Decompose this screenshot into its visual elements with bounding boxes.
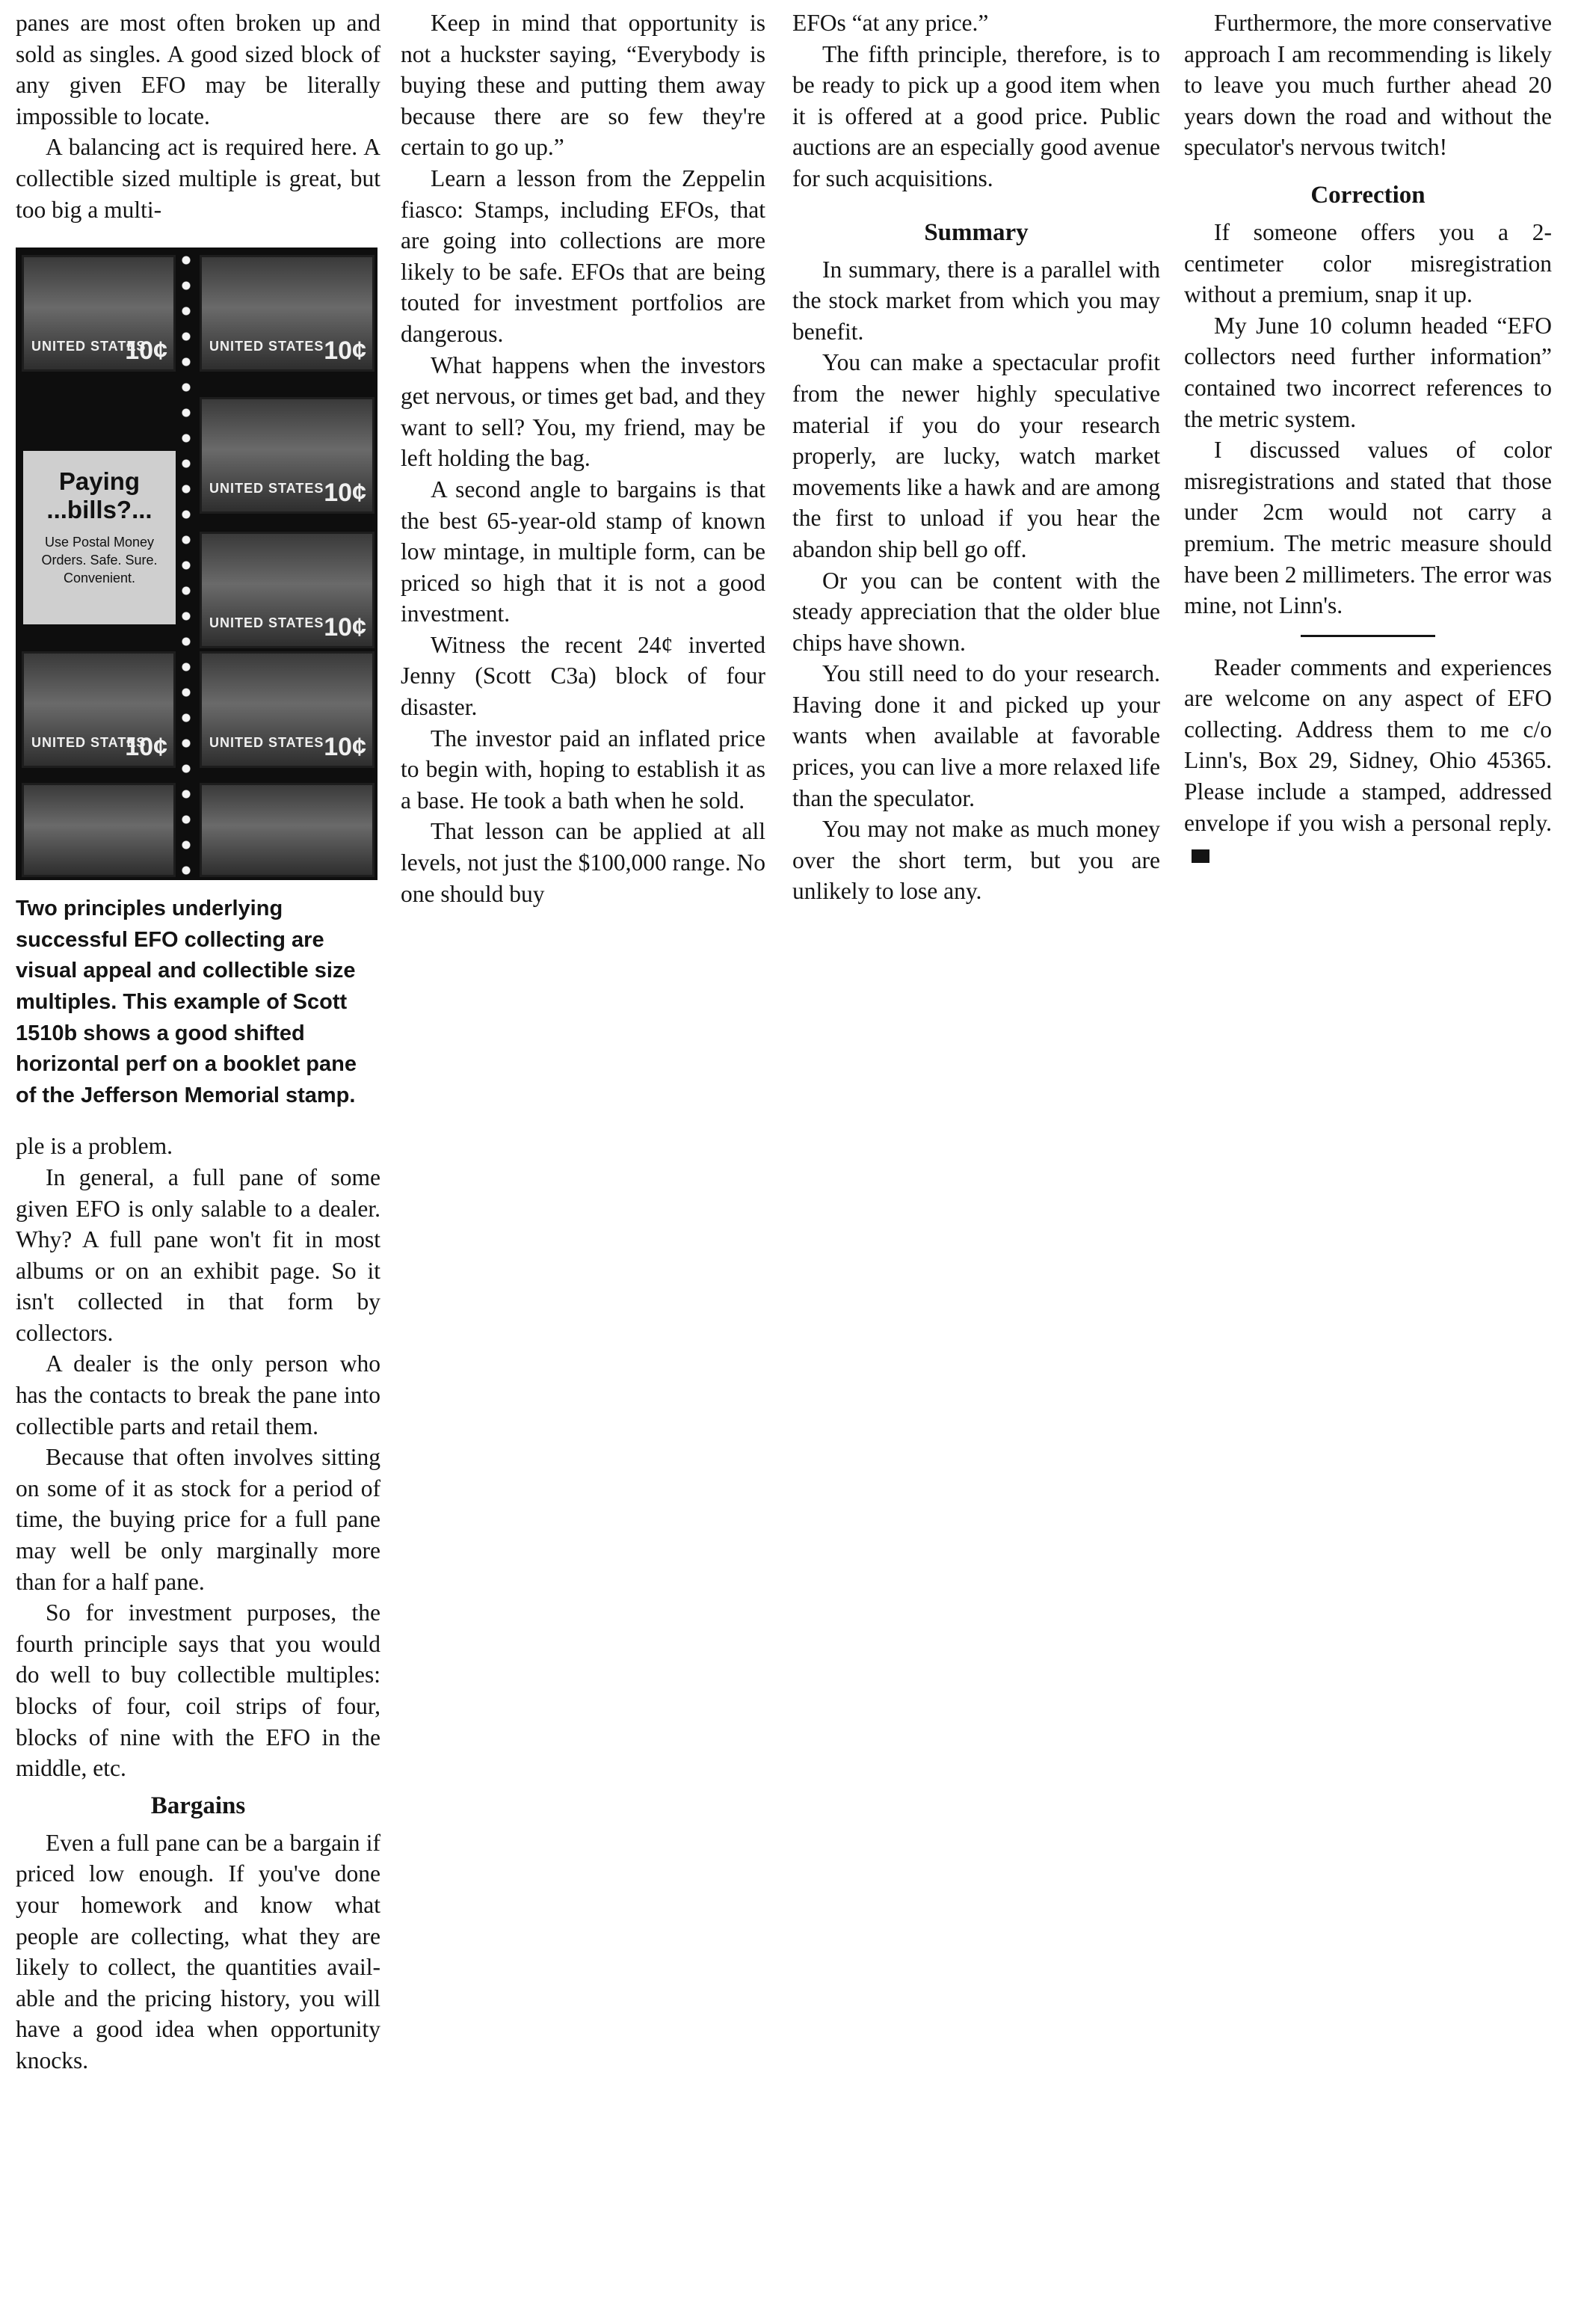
body-paragraph: Learn a lesson from the Zeppelin fiasco: Stamps, including EFOs, that are going into collections are more likely to be safe. EFOs that are being touted for investment portfolios are dangerous.	[401, 165, 765, 347]
stamp-denomination-text: 10¢	[324, 732, 366, 761]
body-paragraph: A second angle to bargains is that the best 65-year-old stamp of known low mintage, in multiple form, can be priced so high that it is not a good investment.	[401, 476, 765, 627]
section-heading-summary: Summary	[924, 218, 1029, 246]
body-paragraph: In summary, there is a parallel with the stock market from which you may benefit.	[792, 256, 1160, 345]
closing-text: Reader comments and experiences are welcome on any aspect of EFO collecting. Address them to me c/o Linn's, Box 29, Sidney, Ohio 45365. Please include a stamped, addressed envelope if you wish a personal reply.	[1184, 654, 1552, 836]
stamp-booklet-pane-photo	[16, 248, 377, 880]
label-tab-text: Use Postal Money Orders. Safe. Sure. Convenient.	[41, 535, 158, 586]
body-paragraph: ple is a problem.	[16, 1133, 173, 1160]
stamp-denomination-text: 10¢	[324, 612, 366, 642]
booklet-label-tab	[23, 451, 176, 624]
body-paragraph: You still need to do your research. Having done it and picked up your wants when available at favorable prices, you can live a more relaxed life than the speculator.	[792, 660, 1160, 811]
body-paragraph: In general, a full pane of some given EFO is only salable to a dealer. Why? A full pane won't fit in most albums or on an exhibit page. So it isn't collected in that form by collectors.	[16, 1163, 380, 1346]
stamp-denomination-text: 10¢	[324, 336, 366, 365]
stamp-image	[22, 651, 176, 768]
body-paragraph: The investor paid an inflated price to begin with, hoping to establish it as a base. He took a bath when he sold.	[401, 725, 765, 814]
body-paragraph: So for investment purposes, the fourth principle says that you would do well to buy collectible multiples: blocks of four, coil strips of four, blocks of nine with the EFO in the middle, etc.	[16, 1599, 380, 1782]
body-paragraph: If someone offers you a 2-centimeter color misregistration without a premium, snap it up.	[1184, 218, 1552, 308]
article-column-1	[16, 7, 380, 2076]
stamp-country-text: UNITED STATES	[209, 338, 324, 354]
section-divider-rule	[1301, 635, 1435, 637]
stamp-country-text: UNITED STATES	[209, 734, 324, 750]
stamp-country-text: UNITED STATES	[31, 734, 147, 750]
stamp-country-text: UNITED STATES	[31, 338, 147, 354]
body-paragraph: Because that often involves sitting on some of it as stock for a period of time, the buying price for a full pane may well be only marginally more than for a half pane.	[16, 1444, 380, 1595]
stamp-image	[200, 783, 375, 877]
photo-caption: Two principles underlying successful EFO collecting are visual appeal and collectible size multiples. This example of Scott 1510b shows a good shifted horizontal perf on a booklet pane of the Jefferson Memorial stamp.	[16, 897, 357, 1107]
body-paragraph: I discussed values of color misregistrations and stated that those under 2cm would not carry a premium. The metric measure should have been 2 millimeters. The error was mine, not Linn's.	[1184, 437, 1552, 619]
body-paragraph: My June 10 column headed “EFO collectors need further information” contained two incorrect references to the metric system.	[1184, 312, 1552, 432]
body-paragraph: Or you can be content with the steady appreciation that the older blue chips have shown.	[792, 567, 1160, 656]
stamp-image	[22, 255, 176, 372]
stamp-image	[200, 532, 375, 648]
section-heading-bargains: Bargains	[150, 1792, 246, 1819]
article-column-4	[1184, 7, 1552, 870]
label-tab-title: Paying ...bills?...	[46, 467, 152, 524]
body-paragraph: You can make a spectacular profit from the newer highly speculative material if you do your research properly, are lucky, watch market movements like a hawk and are among the first to unload if you hear the abandon ship bell go off.	[792, 349, 1160, 562]
body-paragraph: A dealer is the only person who has the contacts to break the pane into collectible parts and retail them.	[16, 1350, 380, 1439]
body-paragraph: A balancing act is required here. A collectible sized multiple is great, but too big a multi-	[16, 134, 380, 223]
shifted-perforation-line	[180, 248, 192, 880]
body-paragraph: The fifth principle, therefore, is to be ready to pick up a good item when it is offered at a good price. Public auctions are an especially good avenue for such acquisitions.	[792, 40, 1160, 191]
stamp-country-text: UNITED STATES	[209, 480, 324, 496]
stamp-image	[22, 783, 176, 877]
body-paragraph: EFOs “at any price.”	[792, 10, 989, 36]
stamp-image	[200, 651, 375, 768]
body-paragraph: That lesson can be applied at all levels, not just the $100,000 range. No one should buy	[401, 818, 765, 907]
stamp-image	[200, 397, 375, 514]
stamp-image	[200, 255, 375, 372]
article-column-2	[401, 7, 765, 909]
closing-paragraph	[1184, 652, 1552, 870]
stamp-denomination-text: 10¢	[324, 478, 366, 507]
end-of-article-mark	[1192, 849, 1209, 863]
body-paragraph: You may not make as much money over the short term, but you are unlikely to lose any.	[792, 816, 1160, 905]
body-paragraph: What happens when the investors get nervous, or times get bad, and they want to sell? You, my friend, may be left holding the bag.	[401, 351, 765, 472]
stamp-denomination-text: 10¢	[125, 732, 167, 761]
body-paragraph: Furthermore, the more conservative approach I am recommending is likely to leave you much further ahead 20 years down the road and without the speculator's nervous twitch!	[1184, 10, 1552, 161]
stamp-country-text: UNITED STATES	[209, 615, 324, 630]
section-heading-correction: Correction	[1310, 181, 1426, 209]
body-paragraph: panes are most often broken up and sold as singles. A good sized block of any given EFO may be literally impossible to locate.	[16, 10, 380, 129]
article-column-3	[792, 7, 1160, 907]
stamp-denomination-text: 10¢	[125, 336, 167, 365]
body-paragraph: Even a full pane can be a bargain if priced low enough. If you've done your homework and know what people are collecting, what they are likely to collect, the quantities available and the pricing history, you will have a good idea when opportunity knocks.	[16, 1829, 380, 2074]
body-paragraph: Witness the recent 24¢ inverted Jenny (Scott C3a) block of four disaster.	[401, 631, 765, 721]
body-paragraph: Keep in mind that opportunity is not a huckster saying, “Everybody is buying these and putting them away because there are so few they're certain to go up.”	[401, 10, 765, 161]
